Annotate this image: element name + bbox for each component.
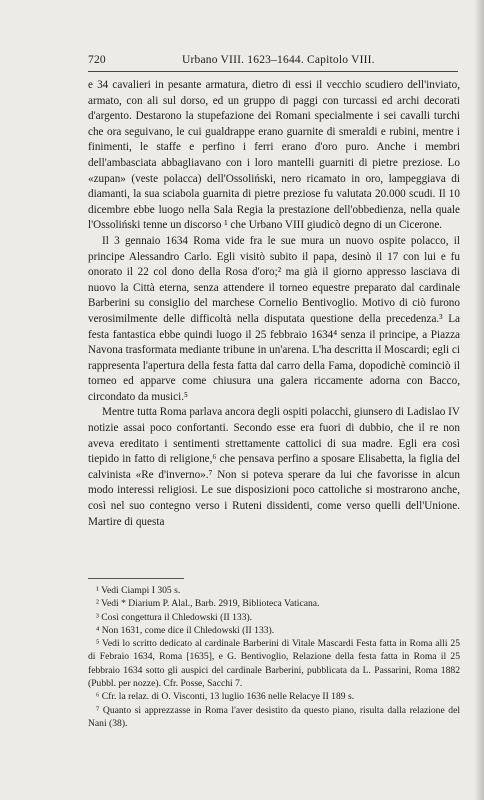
- footnote-rule: [88, 578, 184, 579]
- footnote-3: ³ Così congettura il Chledowski (II 133).: [96, 611, 253, 623]
- footnote-6: ⁶ Cfr. la relaz. di O. Visconti, 13 luglio 1636 nelle Relacye II 189 s.: [96, 691, 355, 703]
- footnote-2: ² Vedi * Diarium P. Alal., Barb. 2919, Biblioteca Vaticana.: [96, 598, 320, 610]
- footnotes: [88, 584, 460, 730]
- paragraph-2: Il 3 gennaio 1634 Roma vide fra le sue mura un nuovo ospite polacco, il principe Alessandro Carlo. Egli visitò subito il papa, desinò il 17 con lui e fu onorato il 22 col dono della Rosa d'oro;² ma già il giorno appresso lasciava di nuovo la Città eterna, senza attendere il torneo equestre preparato dal cardinale Barberini su consiglio del marchese Cornelio Bentivoglio. Motivo di ciò furono verosimilmente delle difficoltà nella disputata questione della precedenza.³ La festa fantastica ebbe quindi luogo il 25 febbraio 1634⁴ senza il principe, a Piazza Navona trasformata mediante tribune in un'arena. L'ha descritta il Moscardi; egli ci rappresenta l'apertura della festa fatta dal carro della Fama, dopodichè cominciò il torneo ed apparve come chiusura una galera riccamente adorna con Bacco, circondato da musici.⁵: [88, 234, 460, 403]
- paragraph-3: Mentre tutta Roma parlava ancora degli ospiti polacchi, giunsero di Ladislao IV notizie assai poco confortanti. Secondo esse era fuori di dubbio, che il re non aveva ereditato i sentimenti strettamente cattolici di sua madre. Egli era così tiepido in fatto di religione,⁶ che pensava perfino a sposare Elisabetta, la figlia del calvinista «Re d'inverno».⁷ Non si poteva sperare da lui che favorisse in alcun modo interessi religiosi. Le sue disposizioni poco cattoliche si mostrarono anche, così nel suo contegno verso i Ruteni dissidenti, come verso quelli dell'Unione. Martire di questa: [88, 406, 460, 528]
- footnote-7: ⁷ Quanto si apprezzasse in Roma l'aver desistito da questo piano, risulta dalla relazione del Nani (38).: [88, 704, 460, 729]
- page-edge-shadow: [474, 0, 484, 800]
- main-text: [88, 78, 460, 530]
- footnote-1: ¹ Vedi Ciampi I 305 s.: [96, 585, 181, 596]
- footnote-5: ⁵ Vedi lo scritto dedicato al cardinale Barberini di Vitale Mascardi Festa fatta in Roma alli 25 di Febraio 1634, Roma [1635], e G. Bentivoglio, Relazione della festa fatta in Roma il 25 febbraio 1634 sotto gli auspici del cardinale Barberini, pubblicata da L. Passarini, Roma 1882 (Pubbl. per nozze). Cfr. Posse, Sacchi 7.: [88, 638, 460, 690]
- footnote-4: ⁴ Non 1631, come dice il Chledowski (II 133).: [96, 624, 275, 636]
- paragraph-1: e 34 cavalieri in pesante armatura, dietro di essi il vecchio scudiero dell'inviato, armato, con ali sul dorso, ed un gruppo di paggi con turcassi ed archi decorati d'argento. Destarono la stupefazione dei Romani specialmente i sei cavalli turchi che ora seguivano, le cui gualdrappe erano guarnite di smeraldi e rubini, mentre i finimenti, le staffe e perfino i ferri erano d'oro puro. Anche i membri dell'ambasciata abbagliavano con i loro mantelli guarniti di pietre preziose. Lo «zupan» (veste polacca) dell'Ossoliński, nero ricamato in oro, lampeggiava di diamanti, la sua sciabola guarnita di pietre preziose fu valutata 20.000 scudi. Il 10 dicembre ebbe luogo nella Sala Regia la prestazione dell'obbedienza, nella quale l'Ossoliński tenne un discorso ¹ che Urbano VIII giudicò degno di un Cicerone.: [88, 79, 460, 232]
- page-number: 720: [88, 54, 106, 66]
- header-rule: [88, 71, 458, 72]
- running-title: Urbano VIII. 1623–1644. Capitolo VIII.: [182, 54, 375, 66]
